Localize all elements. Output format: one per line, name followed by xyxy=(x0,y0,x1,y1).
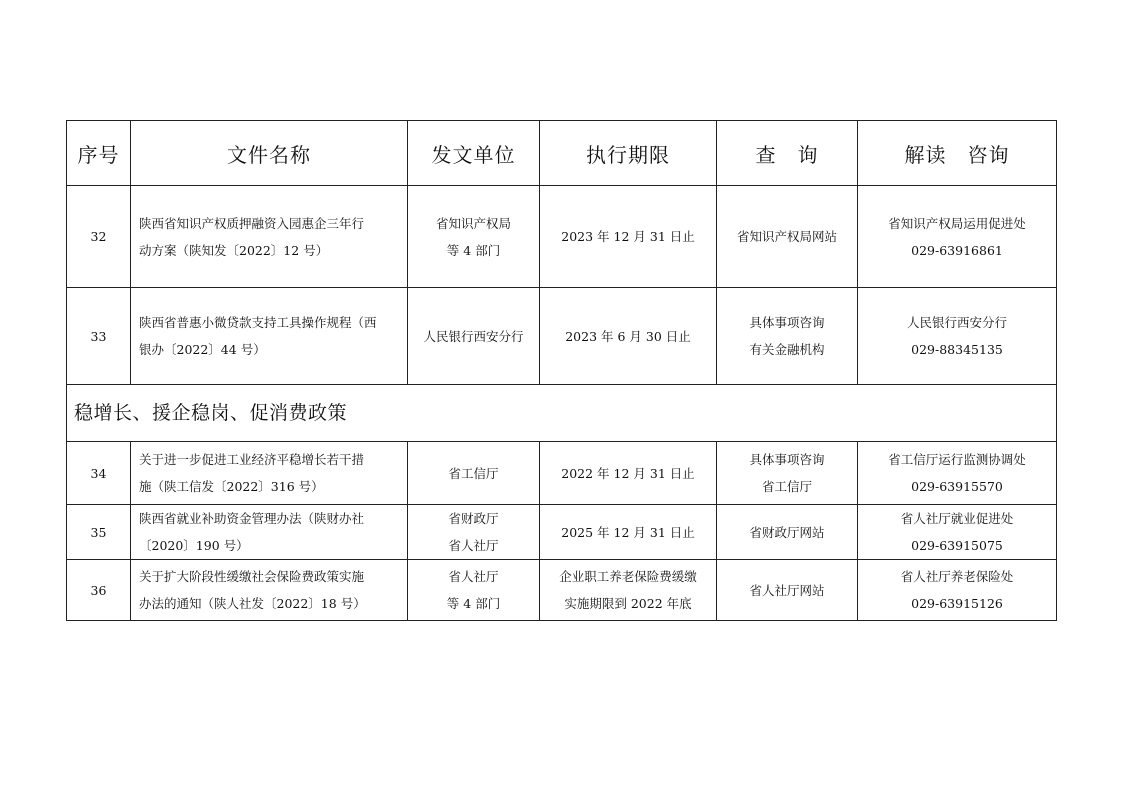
consult xyxy=(858,560,1057,621)
table-row xyxy=(67,560,1057,621)
table-row xyxy=(67,442,1057,505)
consult-line: 省人社厅就业促进处 xyxy=(900,511,1014,526)
document-name-line: 关于进一步促进工业经济平稳增长若干措 xyxy=(139,452,365,467)
issuer xyxy=(408,186,540,288)
consult-line: 029-88345135 xyxy=(911,342,1003,357)
header-query: 查 询 xyxy=(717,121,858,186)
period-line: 2025 年 12 月 31 日止 xyxy=(561,524,695,540)
query-line: 省人社厅网站 xyxy=(749,582,825,598)
row-index: 34 xyxy=(67,442,131,505)
document-name xyxy=(131,560,408,621)
table-row xyxy=(67,186,1057,288)
query xyxy=(717,186,858,288)
header-name: 文件名称 xyxy=(131,121,408,186)
period xyxy=(540,186,717,288)
document-name-line: 陕西省就业补助资金管理办法（陕财办社 xyxy=(139,511,365,526)
period xyxy=(540,288,717,385)
issuer-line: 等 4 部门 xyxy=(446,242,501,258)
row-index: 32 xyxy=(67,186,131,288)
query-line: 具体事项咨询 xyxy=(749,452,825,467)
period-line: 2022 年 12 月 31 日止 xyxy=(561,465,695,481)
document-name xyxy=(131,186,408,288)
table-row xyxy=(67,505,1057,560)
document-name xyxy=(131,288,408,385)
document-name-line: 银办〔2022〕44 号） xyxy=(139,342,266,357)
query-line: 省知识产权局网站 xyxy=(736,229,837,244)
period-line: 企业职工养老保险费缓缴 xyxy=(559,569,697,584)
table-row xyxy=(67,288,1057,385)
row-index: 36 xyxy=(67,560,131,621)
section-row xyxy=(67,385,1057,442)
issuer xyxy=(408,560,540,621)
query-line: 省工信厅 xyxy=(761,479,812,494)
issuer-line: 省人社厅 xyxy=(448,538,499,553)
issuer-line: 省财政厅 xyxy=(448,511,499,526)
row-index: 35 xyxy=(67,505,131,560)
query xyxy=(717,288,858,385)
consult xyxy=(858,186,1057,288)
consult-line: 省知识产权局运用促进处 xyxy=(888,215,1026,231)
query-line: 省财政厅网站 xyxy=(749,524,825,540)
consult-line: 省人社厅养老保险处 xyxy=(900,569,1014,584)
document-name xyxy=(131,442,408,505)
issuer xyxy=(408,442,540,505)
document-name-line: 办法的通知（陕人社发〔2022〕18 号） xyxy=(139,596,366,611)
document-name-line: 陕西省普惠小微贷款支持工具操作规程（西 xyxy=(139,315,377,330)
period xyxy=(540,560,717,621)
issuer-line: 省人社厅 xyxy=(448,569,499,584)
issuer-line: 人民银行西安分行 xyxy=(423,328,524,344)
consult-line: 029-63915570 xyxy=(911,479,1003,494)
period xyxy=(540,442,717,505)
header-row xyxy=(67,121,1057,186)
document-name-line: 施（陕工信发〔2022〕316 号） xyxy=(139,479,324,494)
issuer-line: 省工信厅 xyxy=(448,465,499,481)
document-name xyxy=(131,505,408,560)
query xyxy=(717,505,858,560)
header-issuer: 发文单位 xyxy=(408,121,540,186)
consult xyxy=(858,505,1057,560)
query xyxy=(717,560,858,621)
period-line: 2023 年 12 月 31 日止 xyxy=(561,229,695,244)
issuer xyxy=(408,505,540,560)
period xyxy=(540,505,717,560)
period-line: 实施期限到 2022 年底 xyxy=(564,596,692,611)
consult-line: 省工信厅运行监测协调处 xyxy=(888,452,1026,467)
issuer xyxy=(408,288,540,385)
period-line: 2023 年 6 月 30 日止 xyxy=(565,328,691,344)
document-name-line: 关于扩大阶段性缓缴社会保险费政策实施 xyxy=(139,569,365,584)
consult xyxy=(858,442,1057,505)
consult-line: 029-63915126 xyxy=(911,596,1003,611)
document-name-line: 动方案（陕知发〔2022〕12 号） xyxy=(139,242,329,258)
consult-line: 029-63916861 xyxy=(911,242,1003,258)
query-line: 具体事项咨询 xyxy=(749,315,825,330)
issuer-line: 等 4 部门 xyxy=(446,596,501,611)
document-name-line: 〔2020〕190 号） xyxy=(139,538,249,553)
header-period: 执行期限 xyxy=(540,121,717,186)
section-title: 稳增长、援企稳岗、促消费政策 xyxy=(67,385,1057,442)
row-index: 33 xyxy=(67,288,131,385)
consult xyxy=(858,288,1057,385)
header-index: 序号 xyxy=(67,121,131,186)
query xyxy=(717,442,858,505)
header-consult: 解读 咨询 xyxy=(858,121,1057,186)
policy-table xyxy=(66,120,1057,621)
consult-line: 人民银行西安分行 xyxy=(906,315,1007,330)
query-line: 有关金融机构 xyxy=(749,342,825,357)
issuer-line: 省知识产权局 xyxy=(435,215,511,231)
consult-line: 029-63915075 xyxy=(911,538,1003,553)
document-name-line: 陕西省知识产权质押融资入园惠企三年行 xyxy=(139,215,365,231)
